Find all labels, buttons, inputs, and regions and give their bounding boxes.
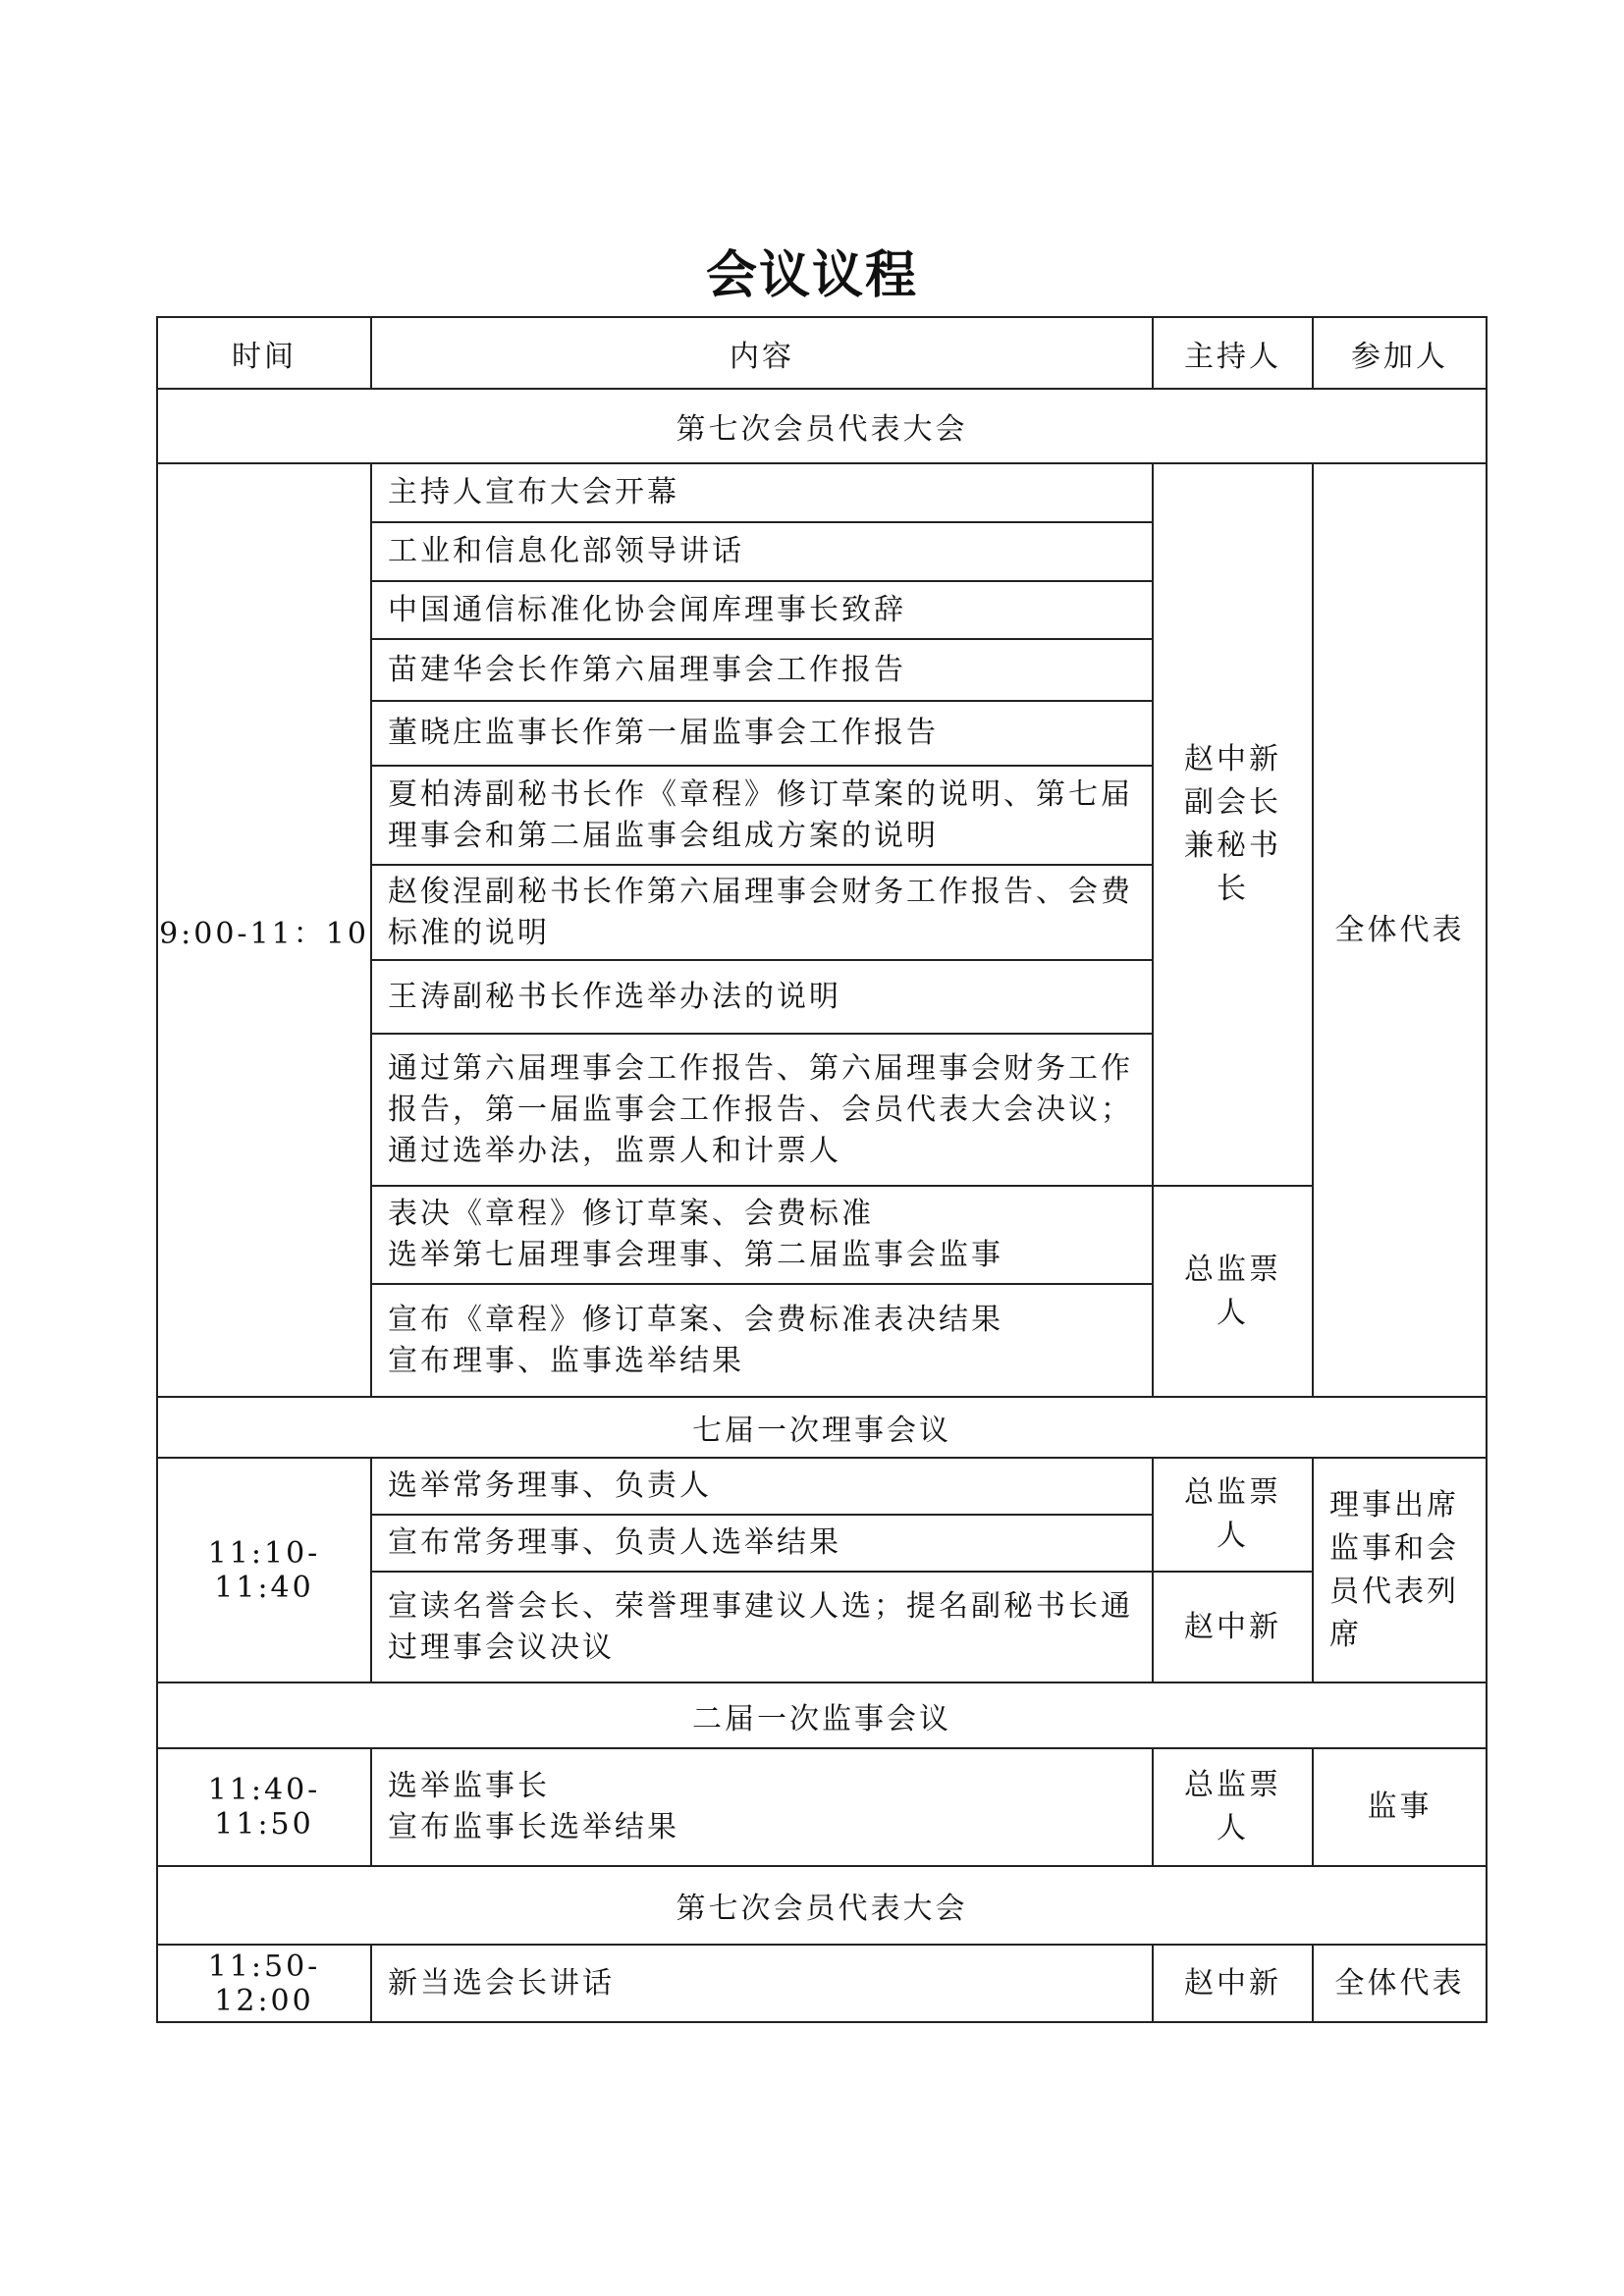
agenda-item: 通过第六届理事会工作报告、第六届理事会财务工作报告，第一届监事会工作报告、会员代表大会决议；通过选举办法，监票人和计票人	[371, 1034, 1153, 1186]
participants-cell: 全体代表	[1313, 1945, 1487, 2022]
host-cell: 总监票人	[1153, 1748, 1313, 1866]
section-row	[157, 1397, 1487, 1458]
agenda-item-line: 选举第七届理事会理事、第二届监事会监事	[388, 1238, 1003, 1272]
time-slot: 11:40-11:50	[157, 1748, 371, 1866]
section-title: 第七次会员代表大会	[157, 1866, 1487, 1945]
agenda-row	[157, 1458, 1487, 1515]
agenda-item: 宣布常务理事、负责人选举结果	[371, 1515, 1153, 1572]
agenda-item-line: 表决《章程》修订草案、会费标准	[388, 1197, 874, 1231]
host-cell: 总监票人	[1153, 1186, 1313, 1397]
agenda-item: 赵俊涅副秘书长作第六届理事会财务工作报告、会费标准的说明	[371, 865, 1153, 960]
agenda-row	[157, 1945, 1487, 2022]
agenda-item: 选举常务理事、负责人	[371, 1458, 1153, 1515]
host-cell: 赵中新副会长兼秘书长	[1153, 463, 1313, 1186]
agenda-item-line: 选举监事长	[388, 1769, 550, 1803]
section-title: 二届一次监事会议	[157, 1682, 1487, 1748]
page-title: 会议议程	[705, 245, 918, 305]
header-host: 主持人	[1153, 317, 1313, 389]
header-content: 内容	[371, 317, 1153, 389]
agenda-item: 中国通信标准化协会闻库理事长致辞	[371, 581, 1153, 639]
agenda-item: 夏柏涛副秘书长作《章程》修订草案的说明、第七届理事会和第二届监事会组成方案的说明	[371, 766, 1153, 865]
participants-cell: 理事出席监事和会员代表列席	[1313, 1458, 1487, 1682]
agenda-item	[371, 1284, 1153, 1397]
agenda-item: 主持人宣布大会开幕	[371, 463, 1153, 522]
header-row	[157, 317, 1487, 389]
host-cell: 赵中新	[1153, 1572, 1313, 1682]
host-cell: 赵中新	[1153, 1945, 1313, 2022]
header-participants: 参加人	[1313, 317, 1487, 389]
agenda-item-line: 宣布《章程》修订草案、会费标准表决结果	[388, 1302, 1003, 1337]
host-cell: 总监票人	[1153, 1458, 1313, 1572]
agenda-item: 新当选会长讲话	[371, 1945, 1153, 2022]
section-title: 七届一次理事会议	[157, 1397, 1487, 1458]
agenda-item: 苗建华会长作第六届理事会工作报告	[371, 639, 1153, 701]
time-slot: 11:10-11:40	[157, 1458, 371, 1682]
header-time: 时间	[157, 317, 371, 389]
agenda-item: 董晓庄监事长作第一届监事会工作报告	[371, 701, 1153, 766]
time-slot: 11:50-12:00	[157, 1945, 371, 2022]
participants-cell: 监事	[1313, 1748, 1487, 1866]
agenda-item-line: 宣布理事、监事选举结果	[388, 1343, 744, 1378]
section-row	[157, 1866, 1487, 1945]
time-slot: 9:00-11：10	[157, 463, 371, 1397]
agenda-row	[157, 463, 1487, 522]
agenda-item	[371, 1186, 1153, 1284]
agenda-item: 宣读名誉会长、荣誉理事建议人选；提名副秘书长通过理事会议决议	[371, 1572, 1153, 1682]
agenda-item	[371, 1748, 1153, 1866]
agenda-item-line: 宣布监事长选举结果	[388, 1810, 679, 1844]
participants-cell: 全体代表	[1313, 463, 1487, 1397]
section-row	[157, 389, 1487, 463]
agenda-table	[156, 316, 1488, 2023]
agenda-item: 工业和信息化部领导讲话	[371, 522, 1153, 581]
section-title: 第七次会员代表大会	[157, 389, 1487, 463]
agenda-row	[157, 1748, 1487, 1866]
section-row	[157, 1682, 1487, 1748]
agenda-item: 王涛副秘书长作选举办法的说明	[371, 960, 1153, 1034]
